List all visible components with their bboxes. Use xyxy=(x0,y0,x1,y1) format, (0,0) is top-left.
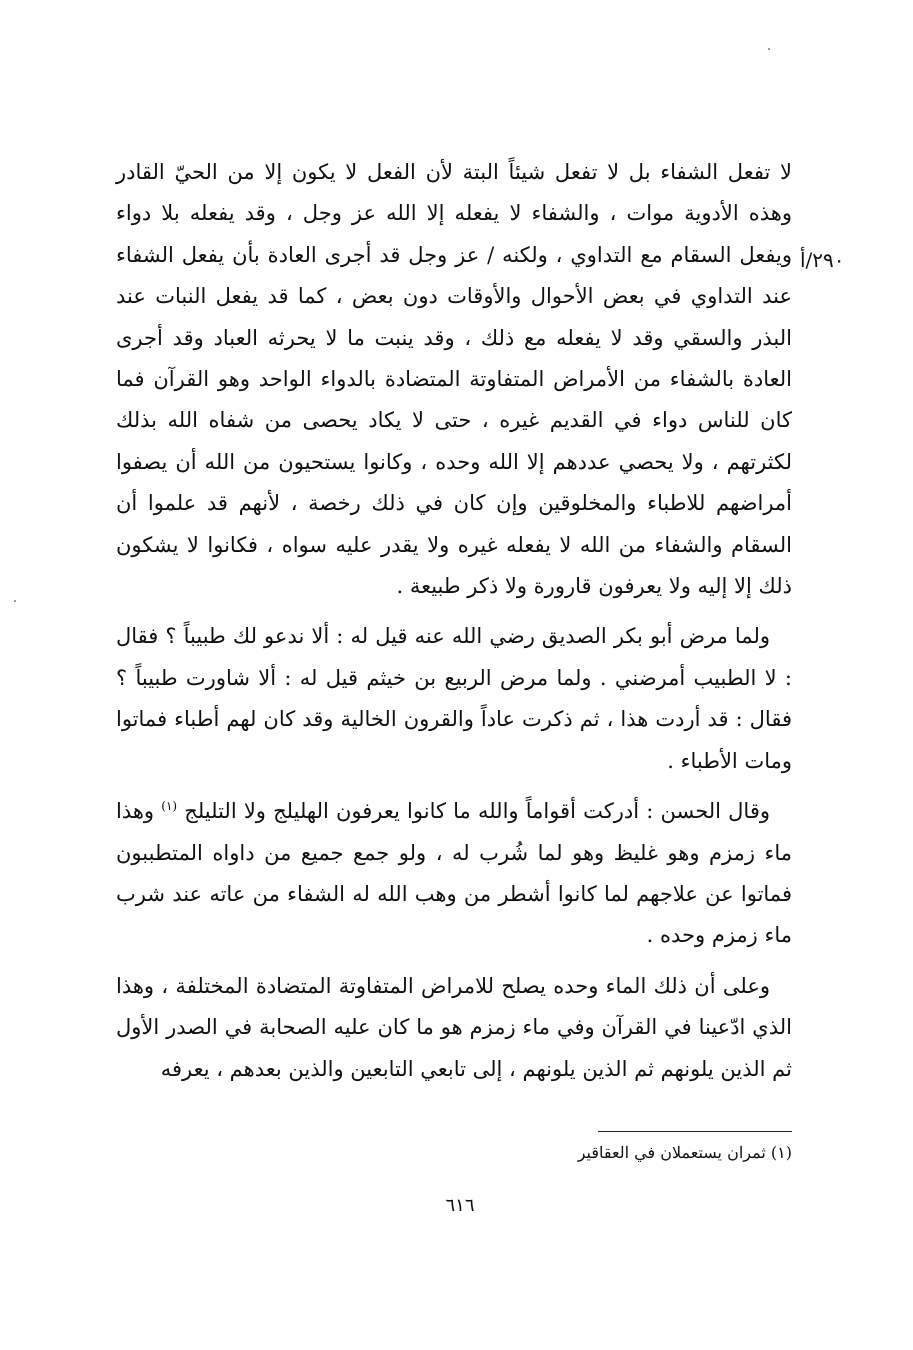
paper-speck xyxy=(768,48,770,50)
paragraph-3-end: وهذا ماء زمزم وهو غليظ وهو لما شُرب له ، ولو جمع جميع من داواه المتطببون فماتوا عن علاجهم لما كانوا أشطر من وهب الله له الشفاء من عاته عند شرب ماء زمزم وحده . xyxy=(116,799,792,948)
paper-speck xyxy=(14,600,16,602)
paragraph-2: ولما مرض أبو بكر الصديق رضي الله عنه قيل له : ألا ندعو لك طبيباً ؟ فقال : لا الطبيب أمرضني . ولما مرض الربيع بن خيثم قيل له : ألا شاورت طبيباً ؟ فقال : قد أردت هذا ، ثم ذكرت عاداً والقرون الخالية وقد كان لهم أطباء فماتوا ومات الأطباء . xyxy=(116,624,792,773)
body-text xyxy=(116,152,792,1090)
paragraph-3 xyxy=(116,791,792,957)
footnote-marker: (١) xyxy=(161,799,178,814)
footnote-divider xyxy=(598,1131,792,1132)
footnote: (١) ثمران يستعملان في العقاقير xyxy=(577,1143,792,1162)
margin-folio-note: ٢٩٠/أ xyxy=(800,248,845,272)
paragraph-1: لا تفعل الشفاء بل لا تفعل شيئاً البتة لأن الفعل لا يكون إلا من الحيّ القادر وهذه الأدوية موات ، والشفاء لا يفعله إلا الله عز وجل ، وقد يفعله بلا دواء ويفعل السقام مع التداوي ، ولكنه / عز وجل قد أجرى العادة بأن يفعل الشفاء عند التداوي في بعض الأحوال والأوقات دون بعض ، كما قد يفعل النبات عند البذر والسقي وقد لا يفعله مع ذلك ، وقد ينبت ما لا يحرثه العباد وقد أجرى العادة بالشفاء من الأمراض المتفاوتة المتضادة بالدواء الواحد وهو القرآن فما كان للناس دواء في القديم غيره ، حتى لا يكاد يحصى من شفاه الله بذلك لكثرتهم ، ولا يحصي عددهم إلا الله وحده ، وكانوا يستحيون من الله أن يصفوا أمراضهم للاطباء والمخلوقين وإن كان في ذلك رخصة ، لأنهم قد علموا أن السقام والشفاء من الله لا يفعله غيره ولا يقدر عليه سواه ، فكانوا لا يشكون ذلك إلا إليه ولا يعرفون قارورة ولا ذكر طبيعة . xyxy=(116,160,792,599)
paragraph-3-start: وقال الحسن : أدركت أقواماً والله ما كانوا يعرفون الهليلج ولا التليلج xyxy=(184,799,770,824)
paragraph-4: وعلى أن ذلك الماء وحده يصلح للامراض المتفاوتة المتضادة المختلفة ، وهذا الذي ادّعينا في القرآن وفي ماء زمزم هو ما كان عليه الصحابة في الصدر الأول ثم الذين يلونهم ثم الذين يلونهم ، إلى تابعي التابعين والذين بعدهم ، يعرفه xyxy=(116,973,792,1081)
page-number: ٦١٦ xyxy=(445,1195,475,1216)
